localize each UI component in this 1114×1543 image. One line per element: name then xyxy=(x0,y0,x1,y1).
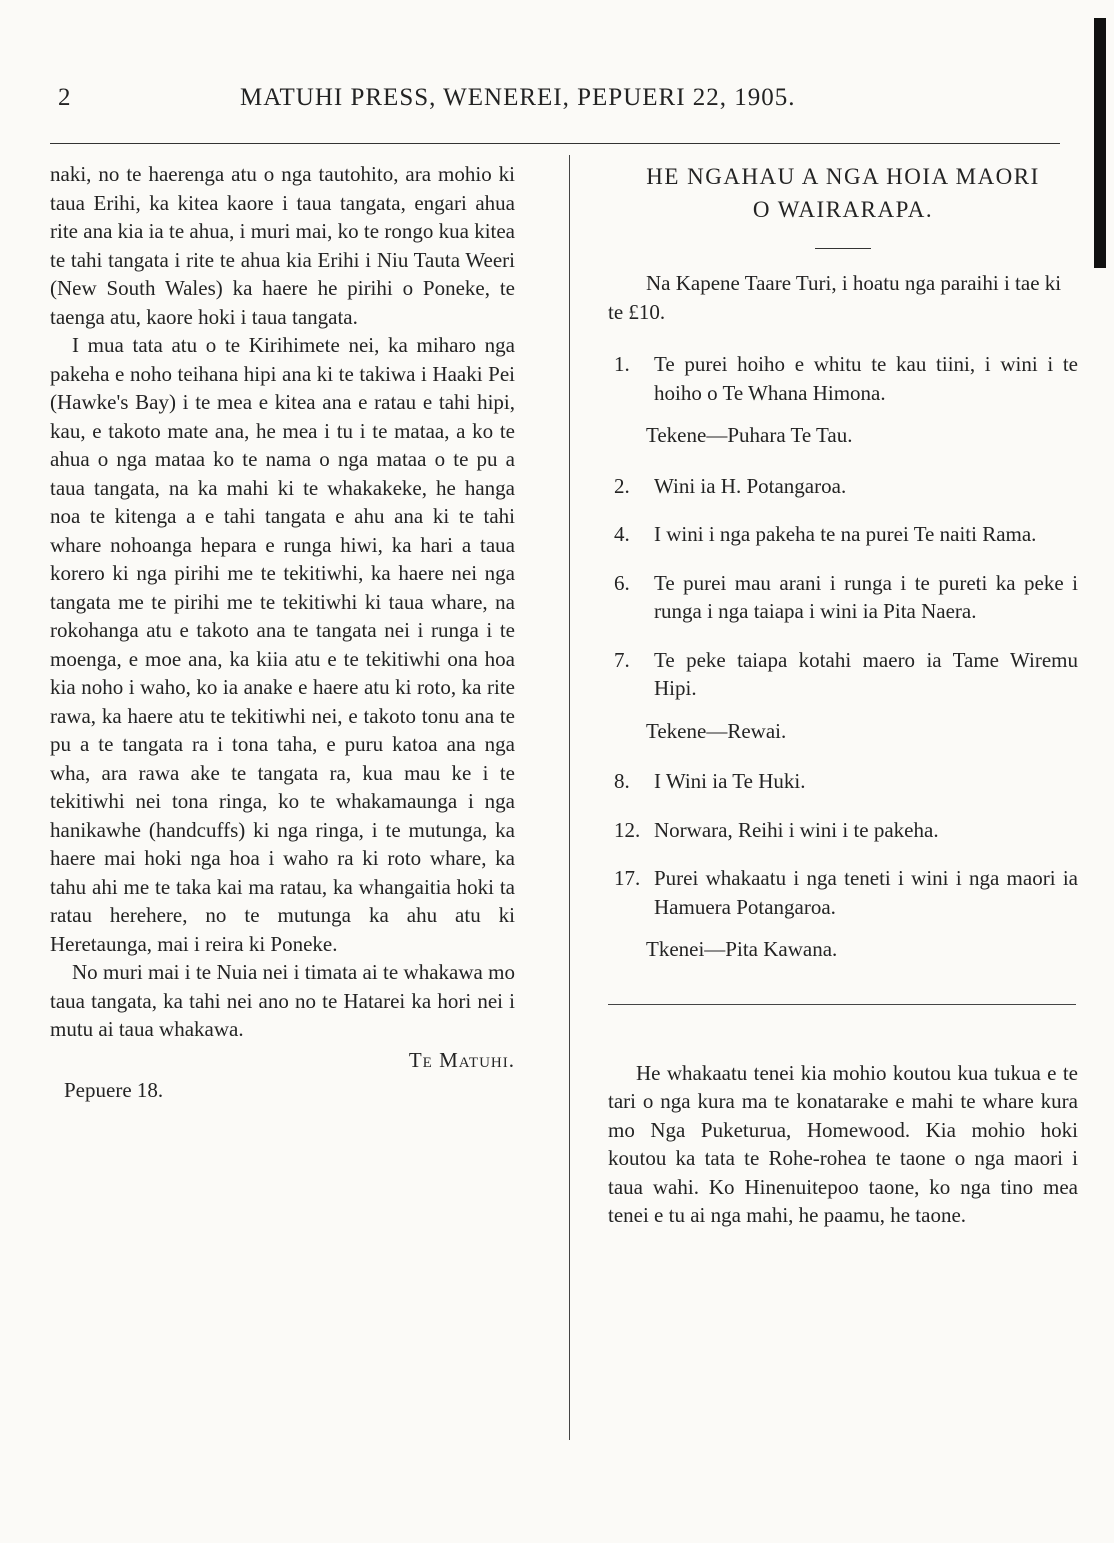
section-heading xyxy=(608,160,1078,226)
item-text: Norwara, Reihi i wini i te pakeha. xyxy=(654,817,939,842)
list-item xyxy=(608,569,1078,626)
item-number: 1. xyxy=(614,352,630,376)
article-paragraph: naki, no te haerenga atu o nga tautohito, ara mohio ki taua Erihi, ka kitea kaore i taua tangata, engari ahua rite ana kia ia te ahua, i muri mai, ko te rongo kua kitea te tahi tangata i rite te ahua kia Erihi i Niu Tauta Weeri (New South Wales) ka haere he pirihi o Poneke, te taenga atu, kaore hoki i taua tangata. xyxy=(50,162,515,329)
witness-line: Tekene—Puhara Te Tau. xyxy=(646,423,853,447)
item-number: 7. xyxy=(614,647,630,672)
list-item xyxy=(608,350,1078,407)
list-item xyxy=(608,864,1078,921)
page-header xyxy=(58,84,1058,124)
item-number: 2. xyxy=(614,473,630,498)
item-text: I wini i nga pakeha te na purei Te naiti Rama. xyxy=(654,522,1037,546)
results-list xyxy=(608,350,1078,964)
item-text: Wini ia H. Potangaroa. xyxy=(654,473,847,498)
item-text: Te purei hoiho e whitu te kau tiini, i wini i te hoiho o Te Whana Himona. xyxy=(654,352,1078,405)
heading-line: HE NGAHAU A NGA HOIA MAORI xyxy=(646,164,1040,189)
heading-line: O WAIRARAPA. xyxy=(752,197,934,222)
left-column xyxy=(50,160,515,1105)
witness-line: Tkenei—Pita Kawana. xyxy=(646,937,838,961)
item-text: I Wini ia Te Huki. xyxy=(654,769,806,793)
list-item xyxy=(608,816,1078,845)
item-number: 4. xyxy=(614,522,630,546)
section-rule xyxy=(608,1004,1076,1005)
article-paragraph: I mua tata atu o te Kirihimete nei, ka miharo nga pakeha e noho teihana hipi ana ki te takiwa i Haaki Pei (Hawke's Bay) i te mea e kitea ana e ratau e tahi hipi, kau, e takoto mate ana, he mea i tu i te mataa, a ko te ahua o nga mataa ko te nama o nga mataa o te pu a taua tangata, na ka mahi ki te whakakeke, he hanga noa te kitenga a e tahi tangata e ahu ana ki te tahi whare nohoanga hepara e runga hiwi, ka hari a taua korero ki nga pirihi me te tekitiwhi, ka haere nei nga tangata me te pirihi me te tekitiwhi ki taua whare, na rokohanga atu e takoto ana te tangata nei i runga i te moenga, e moe ana, ka kiia atu e te tekitiwhi ona hoa kia noho i waho, ko ia anake e haere atu ki roto, ka rite rawa, ka haere atu te tekitiwhi nei, e takoto tonu ana te pu a te tangata ra i tona taha, e puru katoa ana nga wha, ara rawa ake te tangata ra, kua mau ke i te tekitiwhi nei tona ringa, ko te whakamaunga i nga hanikawhe (handcuffs) ki nga ringa, i te mutunga, ka haere mai hoki nga hoa i waho ra ki roto whare, ka tahu ahi me te taka kai ma ratau, ka whangaitia hoki ta ratau herehere, no te mutunga ka ahu atu ki Heretaunga, mai i reira ki Poneke. xyxy=(50,333,515,956)
list-item xyxy=(608,472,1078,501)
column-divider xyxy=(569,155,570,1440)
heading-rule xyxy=(815,248,871,249)
item-number: 8. xyxy=(614,769,630,793)
author-signature: Te Matuhi. xyxy=(408,1047,515,1072)
right-column xyxy=(608,160,1078,1230)
notice-paragraph: He whakaatu tenei kia mohio koutou kua tukua e te tari o nga kura ma te konatarake e mahi te whare kura mo Nga Puketurua, Homewood. Kia mohio hoki koutou ka tata te Rohe-rohea te taone o nga maori i taua wahi. Ko Hinenuitepoo taone, ko nga tino mea tenei e tu ai nga mahi, he paamu, he taone. xyxy=(608,1060,1078,1227)
item-text: Te purei mau arani i runga i te pureti ka peke i runga i nga taiapa i wini ia Pita Naera. xyxy=(654,570,1078,623)
item-number: 17. xyxy=(614,866,641,890)
list-item xyxy=(608,646,1078,703)
page-number: 2 xyxy=(58,84,72,111)
intro-paragraph: Na Kapene Taare Turi, i hoatu nga paraihi i tae ki te £10. xyxy=(608,271,1062,324)
item-number: 6. xyxy=(614,570,630,595)
item-number: 12. xyxy=(614,817,641,842)
list-item xyxy=(608,520,1078,549)
dateline: Pepuere 18. xyxy=(64,1078,164,1102)
item-text: Te peke taiapa kotahi maero ia Tame Wiremu Hipi. xyxy=(654,647,1078,700)
witness-line: Tekene—Rewai. xyxy=(646,718,787,743)
list-item xyxy=(608,767,1078,796)
item-text: Purei whakaatu i nga teneti i wini i nga maori ia Hamuera Potangaroa. xyxy=(654,866,1078,919)
newspaper-masthead: MATUHI PRESS, WENEREI, PEPUERI 22, 1905. xyxy=(240,84,796,111)
article-paragraph: No muri mai i te Nuia nei i timata ai te whakawa mo taua tangata, ka tahi nei ano no te Hatarei ka hori nei i mutu ai taua whakawa. xyxy=(50,960,515,1041)
page-edge-bar xyxy=(1094,18,1106,268)
header-rule xyxy=(50,143,1060,144)
